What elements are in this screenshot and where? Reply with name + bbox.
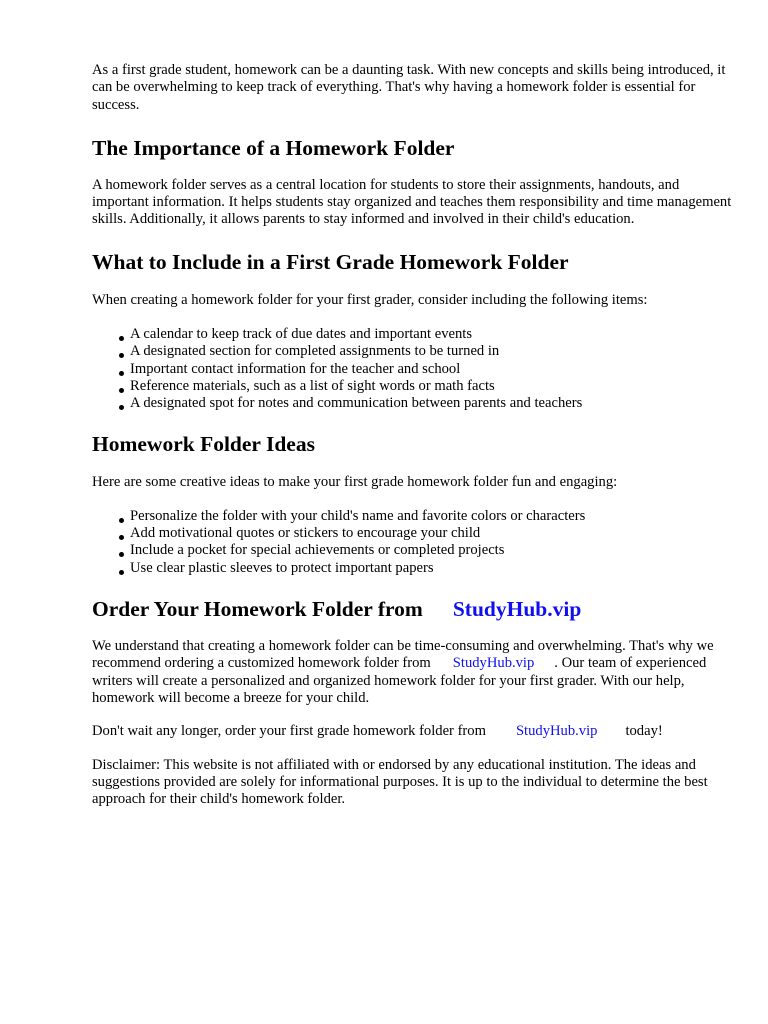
- order-heading-text: Order Your Homework Folder from: [92, 597, 423, 622]
- list-item: A designated section for completed assignments to be turned in: [118, 343, 732, 360]
- list-item: Add motivational quotes or stickers to encourage your child: [118, 525, 732, 542]
- ideas-heading: Homework Folder Ideas: [92, 431, 315, 456]
- cta-text-after: today!: [625, 723, 663, 740]
- order-paragraph: [92, 638, 732, 707]
- intro-paragraph: As a first grade student, homework can be a daunting task. With new concepts and skills being introduced, it can be overwhelming to keep track of everything. That's why having a homework folder is essential for success.: [92, 62, 726, 113]
- article-body: [92, 62, 732, 808]
- ideas-lead-paragraph: Here are some creative ideas to make your first grade homework folder fun and engaging:: [92, 473, 618, 490]
- disclaimer-paragraph: Disclaimer: This website is not affiliated with or endorsed by any educational institution. The ideas and suggestions provided are solely for informational purposes. It is up to the individual to determine the best approach for their child's homework folder.: [92, 756, 708, 808]
- include-heading: What to Include in a First Grade Homework Folder: [92, 249, 569, 274]
- list-item: Use clear plastic sleeves to protect important papers: [118, 560, 732, 577]
- order-text-after: . Our team of experienced writers will create a personalized and organized homework folder for your first grader. With our help, homework will become a breeze for your child.: [92, 655, 707, 706]
- importance-heading: The Importance of a Homework Folder: [92, 135, 455, 160]
- list-item: Reference materials, such as a list of sight words or math facts: [118, 378, 732, 395]
- include-list: [92, 326, 732, 412]
- include-lead-paragraph: When creating a homework folder for your first grader, consider including the following items:: [92, 291, 648, 308]
- list-item: A calendar to keep track of due dates and important events: [118, 326, 732, 343]
- list-item: A designated spot for notes and communication between parents and teachers: [118, 395, 732, 412]
- order-heading: [92, 596, 732, 622]
- list-item: Important contact information for the teacher and school: [118, 361, 732, 378]
- list-item: Personalize the folder with your child's name and favorite colors or characters: [118, 508, 732, 525]
- cta-text-before: Don't wait any longer, order your first grade homework folder from: [92, 723, 486, 740]
- order-text-before: We understand that creating a homework folder can be time-consuming and overwhelming. That's why we recommend ordering a customized homework folder from: [92, 638, 714, 672]
- ideas-list: [92, 508, 732, 577]
- studyhub-cta-link[interactable]: StudyHub.vip: [515, 723, 598, 740]
- studyhub-heading-link[interactable]: StudyHub.vip: [452, 597, 582, 622]
- importance-paragraph: A homework folder serves as a central location for students to store their assignments, handouts, and important information. It helps students stay organized and teaches them responsibility and time management skills. Additionally, it allows parents to stay informed and involved in their child's education.: [92, 176, 732, 228]
- studyhub-inline-link[interactable]: StudyHub.vip: [452, 655, 535, 672]
- cta-paragraph: [92, 723, 732, 740]
- list-item: Include a pocket for special achievements or completed projects: [118, 542, 732, 559]
